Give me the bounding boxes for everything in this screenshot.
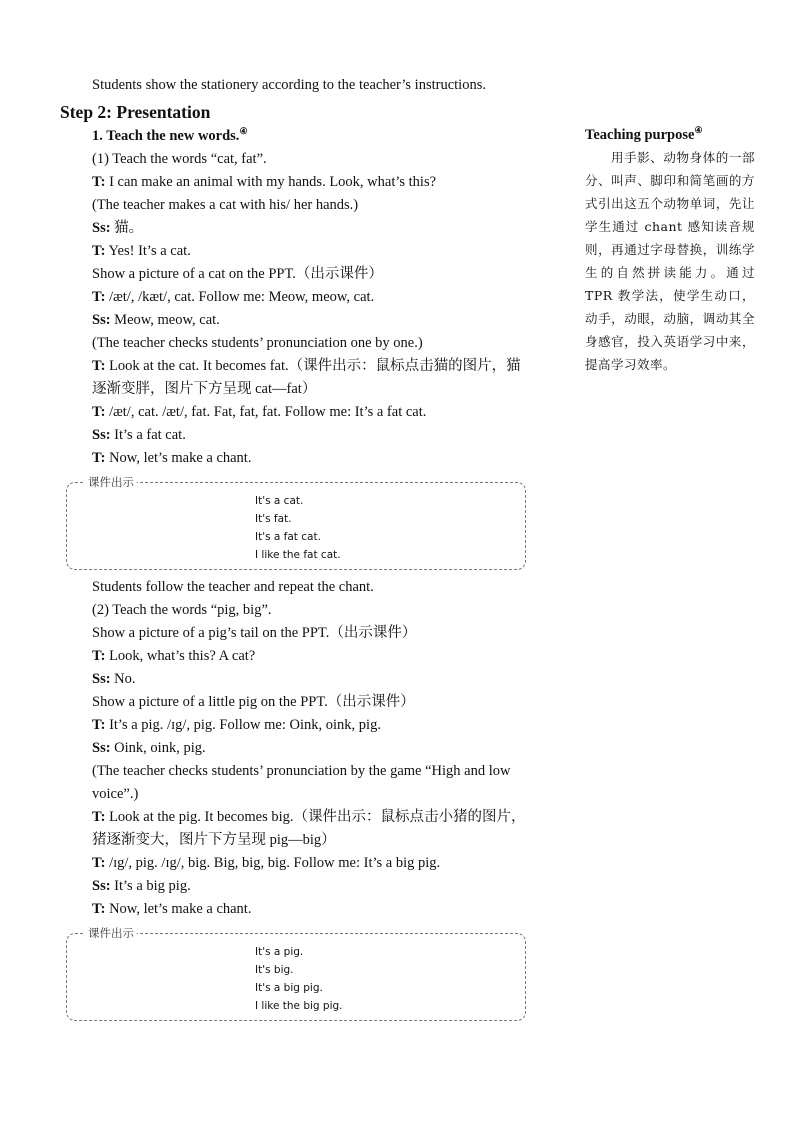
utterance: (The teacher makes a cat with his/ her hands.) xyxy=(92,197,359,213)
dialogue-line xyxy=(60,286,534,309)
dialogue-line xyxy=(60,263,534,286)
footnote-mark: ④ xyxy=(694,125,703,136)
utterance: Students show the stationery according to the teacher’s instructions. xyxy=(92,77,486,93)
speaker: Ss: xyxy=(92,740,111,756)
chant-line: It's a big pig. xyxy=(255,982,323,994)
big-pig-lines xyxy=(60,852,534,921)
dialogue-line xyxy=(60,240,534,263)
courseware-label: 课件出示 xyxy=(85,926,137,940)
courseware-box-pig xyxy=(66,926,526,1021)
utterance: Students follow the teacher and repeat the chant. xyxy=(92,579,374,595)
dialogue-line xyxy=(60,622,534,645)
speaker: T: xyxy=(92,855,106,871)
speaker: T: xyxy=(92,243,106,259)
courseware-label: 课件出示 xyxy=(85,475,137,489)
utterance: Now, let’s make a chant. xyxy=(105,901,252,917)
speaker: Ss: xyxy=(92,220,111,236)
speaker: T: xyxy=(92,358,106,374)
utterance: 猫。 xyxy=(110,220,144,236)
dialogue-line xyxy=(60,737,534,760)
dialogue-line xyxy=(60,599,534,622)
utterance: Show a picture of a pig’s tail on the PPT.（出示课件） xyxy=(92,625,417,641)
utterance: I can make an animal with my hands. Look, what’s this? xyxy=(105,174,437,190)
utterance: Show a picture of a cat on the PPT.（出示课件） xyxy=(92,266,383,282)
chant-lines xyxy=(255,943,343,1015)
chant-line: It's fat. xyxy=(255,513,292,525)
speaker: T: xyxy=(92,809,106,825)
chant-lines xyxy=(255,492,341,564)
pig-lines xyxy=(60,576,534,760)
teaching-purpose-sidebar xyxy=(585,124,755,376)
teaching-purpose-text: 用手影、动物身体的一部分、叫声、脚印和简笔画的方式引出这五个动物单词，先让学生通过 chant 感知读音规则，再通过字母替换，训练学生的自然拼读能力。通过 TPR 教学法，使学生动口，动手，动眼，动脑，调动其全身感官，投入英语学习中来，提高学习效率。 xyxy=(585,150,755,372)
lesson-main-column xyxy=(60,74,534,1027)
dialogue-line xyxy=(60,668,534,691)
dialogue-line xyxy=(60,332,534,355)
utterance: Look at the cat. It becomes fat.（课件出示：鼠标点击猫的图片，猫逐渐变胖，图片下方呈现 cat—fat） xyxy=(92,358,521,397)
game-paragraph: (The teacher checks students’ pronunciation by the game “High and low voice”.) xyxy=(92,763,511,802)
utterance: /æt/, /kæt/, cat. Follow me: Meow, meow, cat. xyxy=(105,289,375,305)
utterance: Oink, oink, pig. xyxy=(110,740,206,756)
dialogue-line xyxy=(60,714,534,737)
dialogue-line xyxy=(60,898,534,921)
sidebar-title: Teaching purpose xyxy=(585,127,695,143)
speaker: Ss: xyxy=(92,427,111,443)
fat-paragraph xyxy=(60,355,534,401)
footnote-mark: ④ xyxy=(239,126,248,137)
speaker: T: xyxy=(92,717,106,733)
utterance: Now, let’s make a chant. xyxy=(105,450,252,466)
speaker: T: xyxy=(92,289,106,305)
dialogue-line xyxy=(60,74,534,97)
dialogue-line xyxy=(60,691,534,714)
utterance: Yes! It’s a cat. xyxy=(105,243,191,259)
speaker: T: xyxy=(92,450,106,466)
fat-cat-lines xyxy=(60,401,534,470)
utterance: Meow, meow, cat. xyxy=(110,312,220,328)
dialogue-line xyxy=(60,852,534,875)
utterance: It’s a big pig. xyxy=(110,878,191,894)
speaker: T: xyxy=(92,648,106,664)
courseware-box-cat xyxy=(66,475,526,570)
dialogue-line xyxy=(60,194,534,217)
intro-lines xyxy=(60,74,534,97)
speaker: T: xyxy=(92,174,106,190)
chant-line: It's big. xyxy=(255,964,294,976)
dialogue-line xyxy=(60,217,534,240)
teach-title: 1. Teach the new words. xyxy=(92,128,240,144)
speaker: T: xyxy=(92,404,106,420)
chant-line: I like the big pig. xyxy=(255,1000,343,1012)
dialogue-line xyxy=(60,148,534,171)
chant-line: It's a pig. xyxy=(255,946,304,958)
utterance: /æt/, cat. /æt/, fat. Fat, fat, fat. Follow me: It’s a fat cat. xyxy=(105,404,427,420)
chant-line: I like the fat cat. xyxy=(255,549,341,561)
step2-heading: Step 2: Presentation xyxy=(60,102,211,122)
utterance: Show a picture of a little pig on the PPT.（出示课件） xyxy=(92,694,415,710)
utterance: /ɪg/, pig. /ɪg/, big. Big, big, big. Follow me: It’s a big pig. xyxy=(105,855,441,871)
dialogue-line xyxy=(60,401,534,424)
speaker: Ss: xyxy=(92,878,111,894)
utterance: (1) Teach the words “cat, fat”. xyxy=(92,151,267,167)
cat-fat-lines xyxy=(60,148,534,355)
utterance: It’s a pig. /ɪg/, pig. Follow me: Oink, oink, pig. xyxy=(105,717,381,733)
speaker: T: xyxy=(92,901,106,917)
dialogue-line xyxy=(60,424,534,447)
chant-line: It's a fat cat. xyxy=(255,531,321,543)
teaching-purpose-title xyxy=(585,124,755,146)
utterance: No. xyxy=(110,671,136,687)
speaker: Ss: xyxy=(92,671,111,687)
dialogue-line xyxy=(60,447,534,470)
chant-line: It's a cat. xyxy=(255,495,304,507)
speaker: Ss: xyxy=(92,312,111,328)
utterance: (2) Teach the words “pig, big”. xyxy=(92,602,272,618)
dialogue-line xyxy=(60,576,534,599)
dialogue-line xyxy=(60,875,534,898)
utterance: Look at the pig. It becomes big.（课件出示：鼠标点击小猪的图片，猪逐渐变大，图片下方呈现 pig—big） xyxy=(92,809,526,848)
utterance: It’s a fat cat. xyxy=(110,427,186,443)
dialogue-line xyxy=(60,645,534,668)
big-paragraph xyxy=(60,806,534,852)
utterance: (The teacher checks students’ pronunciation one by one.) xyxy=(92,335,423,351)
utterance: Look, what’s this? A cat? xyxy=(105,648,256,664)
dialogue-line xyxy=(60,171,534,194)
teach-new-words-heading xyxy=(60,125,534,148)
dialogue-line xyxy=(60,309,534,332)
